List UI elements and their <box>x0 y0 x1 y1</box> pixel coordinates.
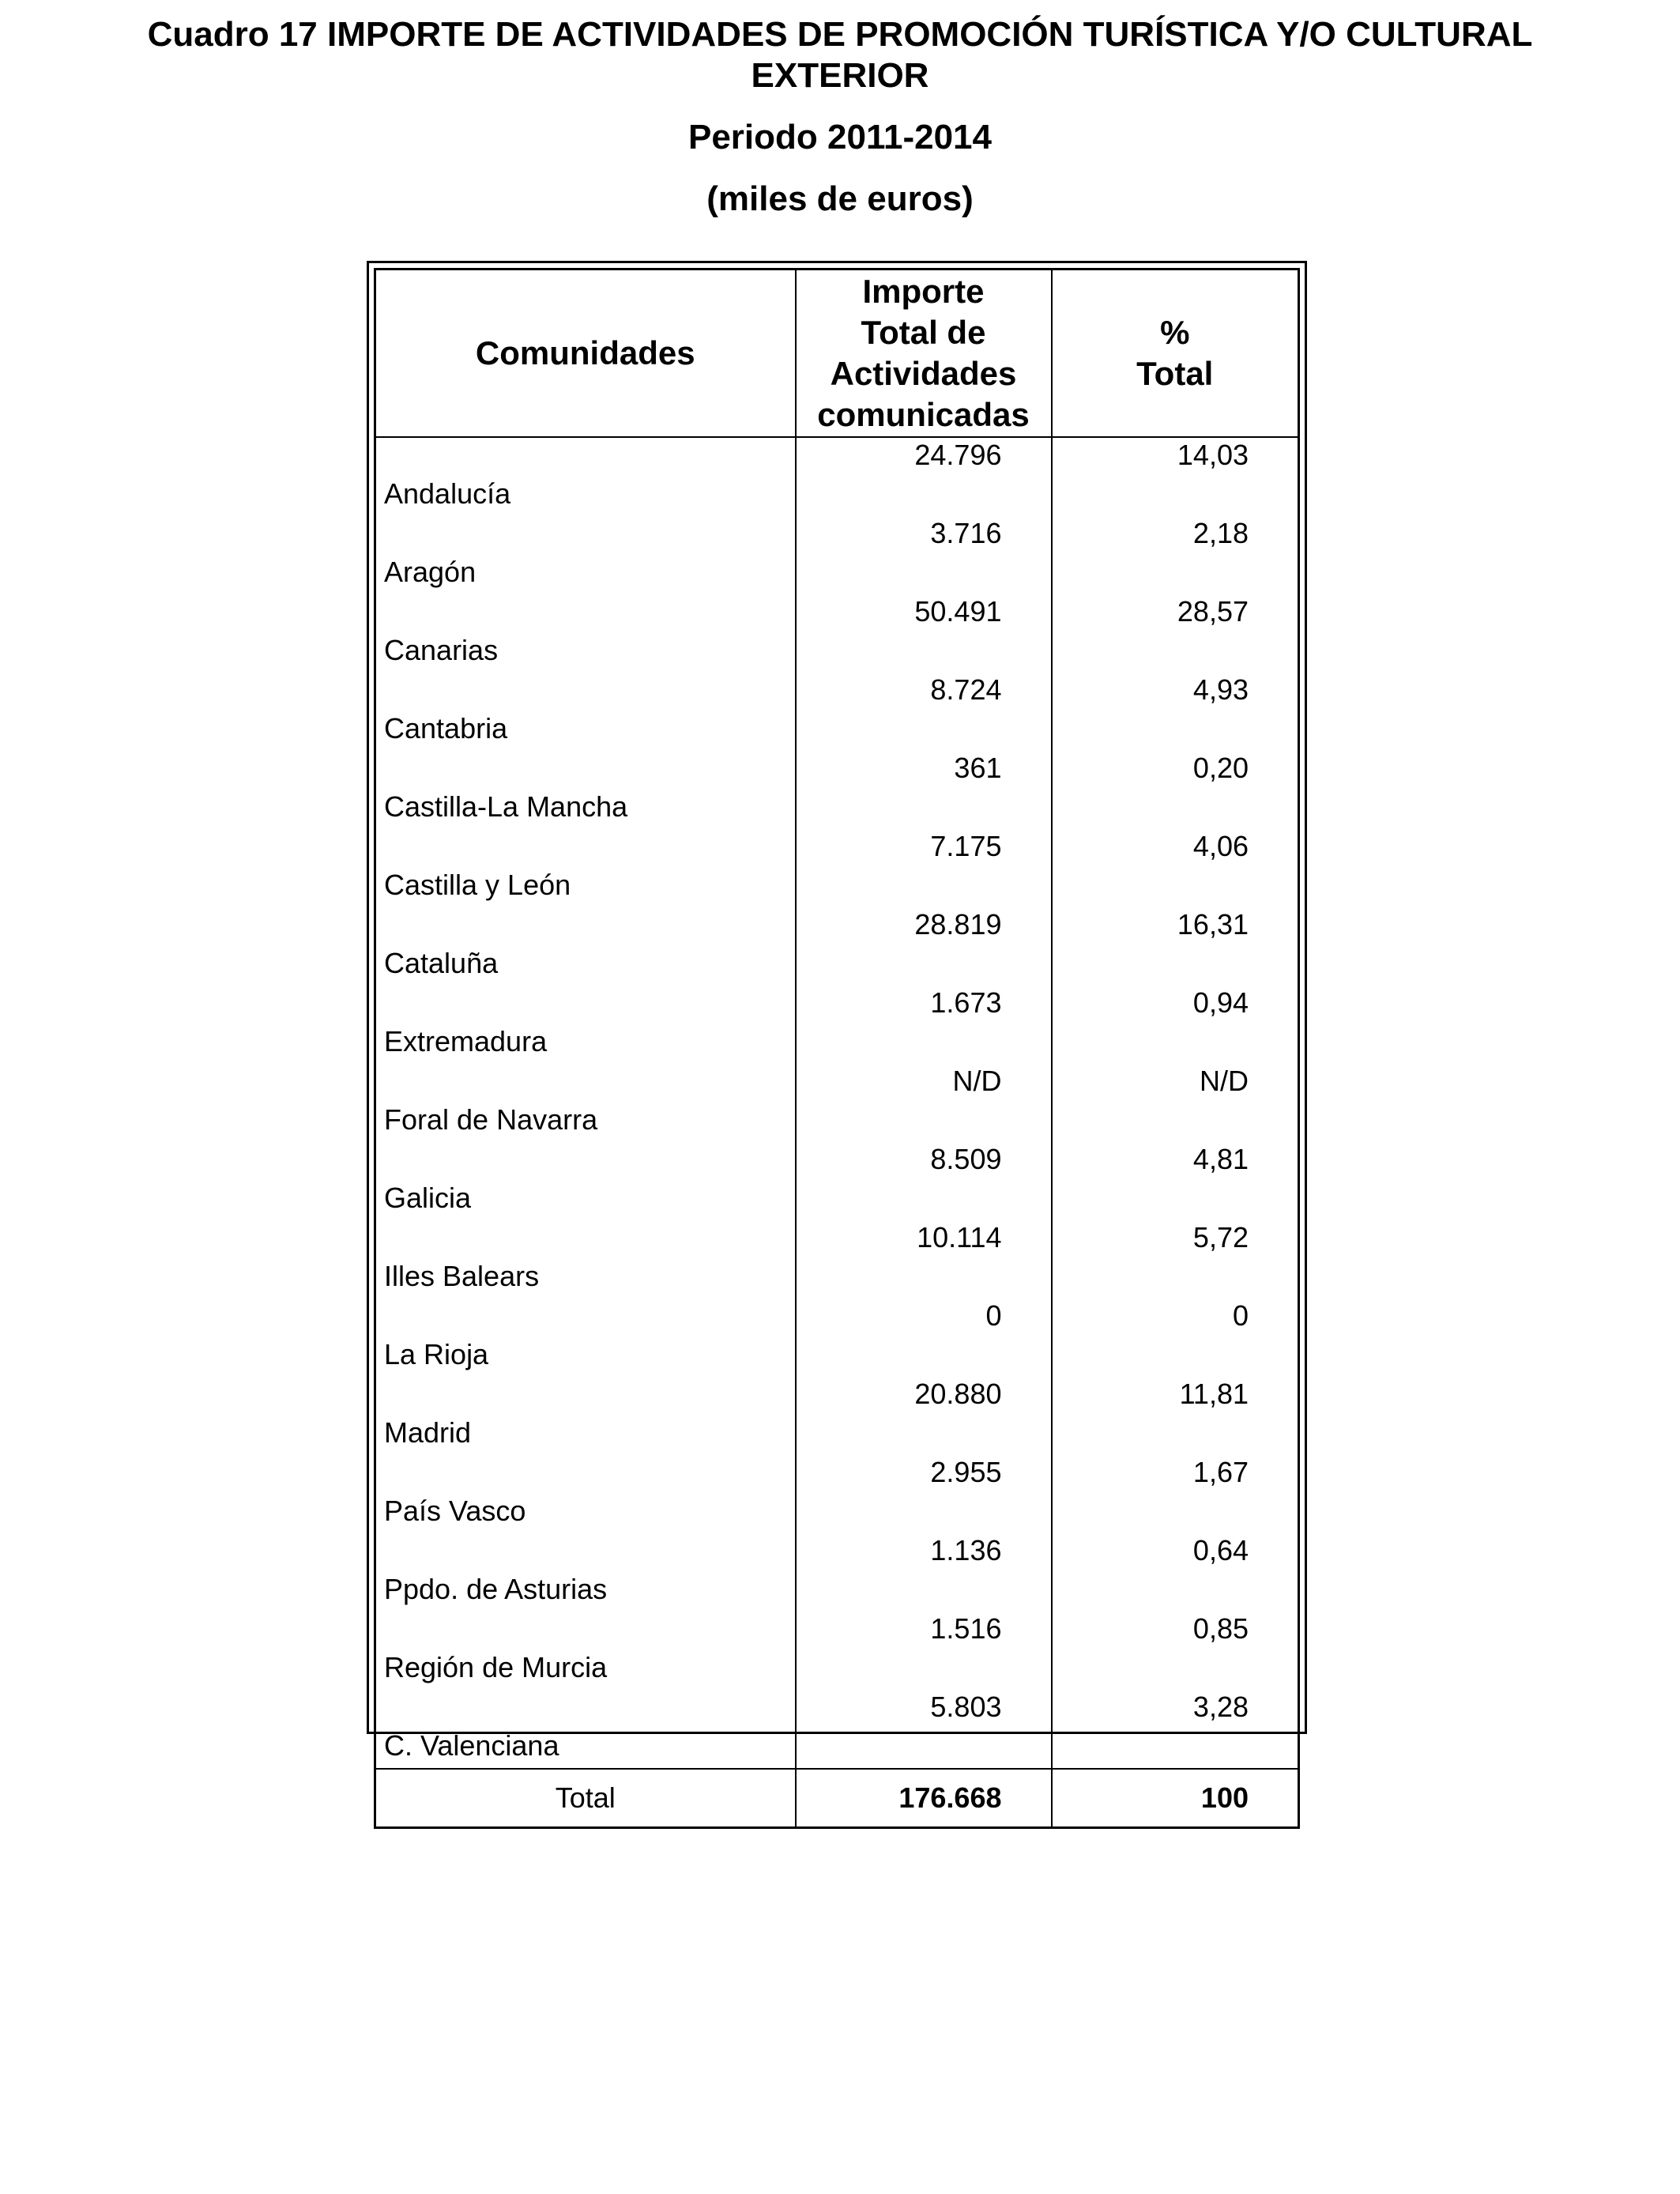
community-name: Galicia <box>384 1182 472 1214</box>
percent-value: 0 <box>1052 1299 1299 1377</box>
table-row <box>375 516 1299 594</box>
community-name: Illes Balears <box>384 1260 540 1292</box>
table-row <box>375 907 1299 986</box>
total-label: Total <box>375 1769 796 1828</box>
table-row <box>375 1377 1299 1455</box>
table-row <box>375 673 1299 751</box>
importe-value: 7.175 <box>796 829 1052 907</box>
importe-value: 1.136 <box>796 1533 1052 1612</box>
percent-value: 28,57 <box>1052 594 1299 673</box>
community-name: Madrid <box>384 1416 472 1449</box>
community-name: País Vasco <box>384 1495 526 1527</box>
header-importe-line: Actividades <box>830 355 1017 392</box>
total-row <box>375 1769 1299 1828</box>
header-row <box>375 270 1299 438</box>
table-row <box>375 1455 1299 1533</box>
table-row <box>375 594 1299 673</box>
percent-value: 4,06 <box>1052 829 1299 907</box>
percent-value: 4,81 <box>1052 1142 1299 1220</box>
percent-value: N/D <box>1052 1064 1299 1142</box>
percent-value: 1,67 <box>1052 1455 1299 1533</box>
importe-value: 1.673 <box>796 986 1052 1064</box>
importe-value: 24.796 <box>796 437 1052 516</box>
header-comunidades: Comunidades <box>375 270 796 438</box>
community-name: Foral de Navarra <box>384 1103 598 1136</box>
header-importe <box>796 270 1052 438</box>
community-name: Castilla y León <box>384 869 571 901</box>
table-row <box>375 1533 1299 1612</box>
table-row <box>375 1064 1299 1142</box>
community-name: Cantabria <box>384 712 508 745</box>
percent-value: 5,72 <box>1052 1220 1299 1299</box>
header-percent-line: % <box>1160 314 1190 351</box>
percent-value: 16,31 <box>1052 907 1299 986</box>
header-percent <box>1052 270 1299 438</box>
importe-value: 5.803 <box>796 1690 1052 1769</box>
percent-value: 0,94 <box>1052 986 1299 1064</box>
table-row <box>375 1220 1299 1299</box>
header-percent-line: Total <box>1136 355 1214 392</box>
importe-value: 20.880 <box>796 1377 1052 1455</box>
document-header <box>0 14 1680 220</box>
table-row <box>375 1299 1299 1377</box>
percent-value: 4,93 <box>1052 673 1299 751</box>
table-row <box>375 1612 1299 1690</box>
community-name: Cataluña <box>384 947 499 979</box>
period-label: Periodo 2011-2014 <box>687 118 992 156</box>
importe-value: 8.509 <box>796 1142 1052 1220</box>
header-importe-line: comunicadas <box>817 396 1030 433</box>
community-name: Castilla-La Mancha <box>384 790 628 823</box>
community-name: Andalucía <box>384 477 511 510</box>
percent-value: 11,81 <box>1052 1377 1299 1455</box>
community-name: La Rioja <box>384 1338 489 1370</box>
importe-value: 8.724 <box>796 673 1052 751</box>
table-row <box>375 751 1299 829</box>
community-name: C. Valenciana <box>384 1729 559 1762</box>
total-percent: 100 <box>1052 1769 1299 1828</box>
table-row <box>375 1690 1299 1769</box>
table-row <box>375 829 1299 907</box>
units-label: (miles de euros) <box>706 179 974 218</box>
table-row <box>375 437 1299 516</box>
header-importe-line: Total de <box>861 314 986 351</box>
community-name: Región de Murcia <box>384 1651 608 1683</box>
community-name: Ppdo. de Asturias <box>384 1573 608 1605</box>
table-row <box>375 986 1299 1064</box>
community-name: Extremadura <box>384 1025 548 1057</box>
importe-value: 50.491 <box>796 594 1052 673</box>
importe-value: 2.955 <box>796 1455 1052 1533</box>
importe-value: 0 <box>796 1299 1052 1377</box>
importe-value: 1.516 <box>796 1612 1052 1690</box>
percent-value: 0,20 <box>1052 751 1299 829</box>
data-table <box>374 268 1300 1829</box>
total-importe: 176.668 <box>796 1769 1052 1828</box>
percent-value: 14,03 <box>1052 437 1299 516</box>
percent-value: 2,18 <box>1052 516 1299 594</box>
community-name: Aragón <box>384 556 477 588</box>
table-body <box>375 437 1299 1828</box>
percent-value: 3,28 <box>1052 1690 1299 1769</box>
importe-value: 361 <box>796 751 1052 829</box>
importe-value: N/D <box>796 1064 1052 1142</box>
community-name: Canarias <box>384 634 499 666</box>
table-frame <box>367 261 1307 1814</box>
importe-value: 10.114 <box>796 1220 1052 1299</box>
importe-value: 28.819 <box>796 907 1052 986</box>
header-importe-line: Importe <box>862 273 985 310</box>
percent-value: 0,85 <box>1052 1612 1299 1690</box>
importe-value: 3.716 <box>796 516 1052 594</box>
percent-value: 0,64 <box>1052 1533 1299 1612</box>
table-row <box>375 1142 1299 1220</box>
title-line-2: EXTERIOR <box>751 56 929 95</box>
title-line-1: Cuadro 17 IMPORTE DE ACTIVIDADES DE PROMOCIÓN TURÍSTICA Y/O CULTURAL <box>147 15 1533 54</box>
